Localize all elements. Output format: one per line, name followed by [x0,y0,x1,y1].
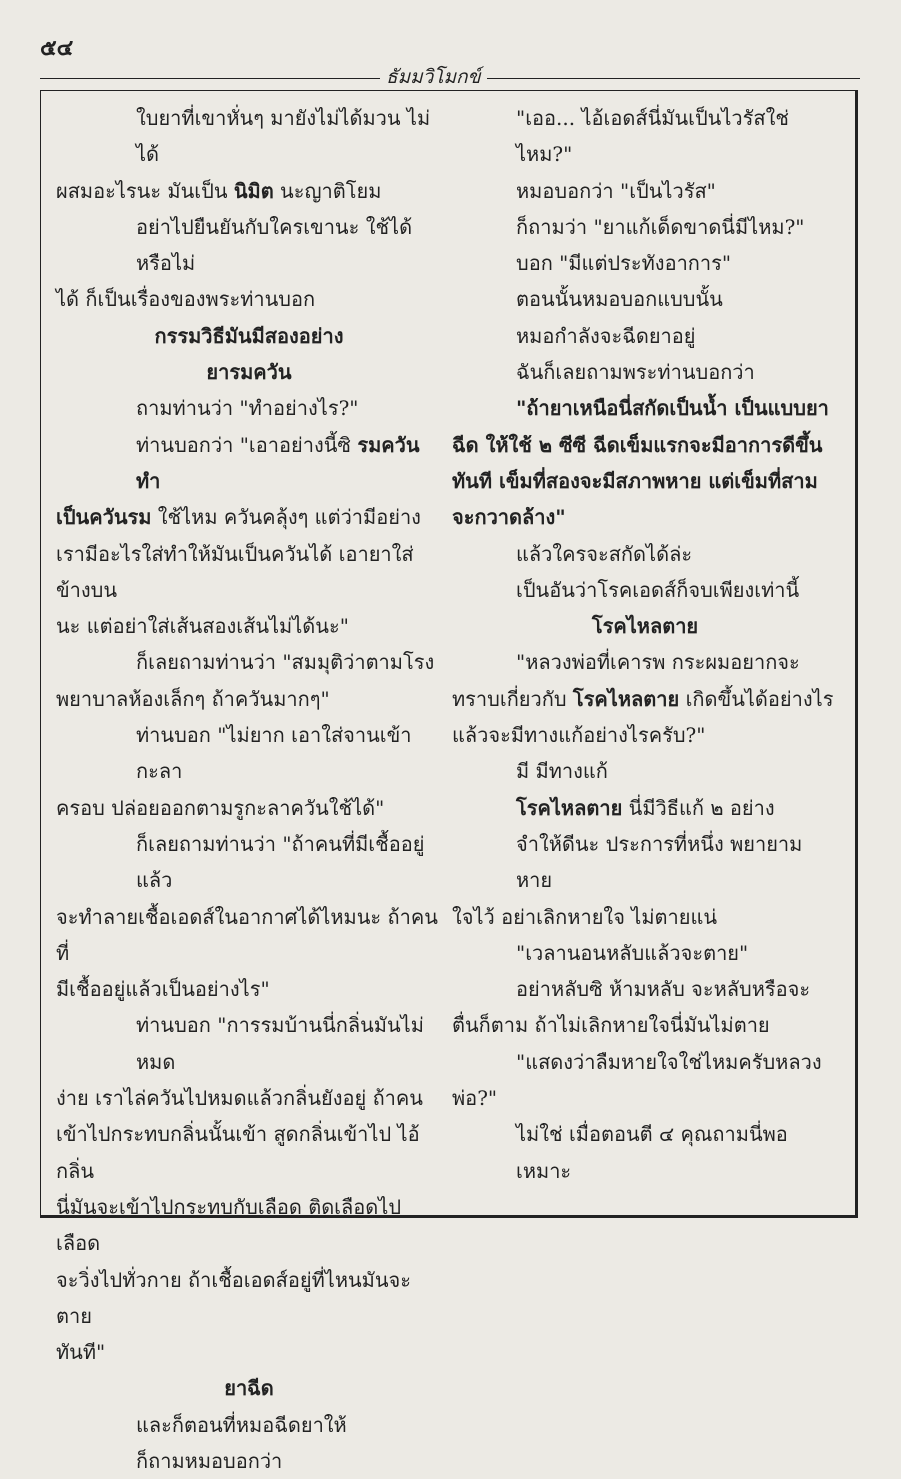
paragraph-line: จะกวาดล้าง" [452,505,566,530]
paragraph-line: ท่านบอก "ไม่ยาก เอาใส่จานเข้ากะลา [136,723,412,784]
paragraph-line: พยาบาลห้องเล็กๆ ถ้าควันมากๆ" [56,686,330,711]
paragraph-line: ทราบเกี่ยวกับ โรคไหลตาย เกิดขึ้นได้อย่างไร [452,686,834,711]
paragraph-line: แล้วใครจะสกัดได้ล่ะ [516,541,693,566]
paragraph-line: ครอบ ปล่อยออกตามรูกะลาควันใช้ได้" [56,795,385,820]
paragraph-line: ฉันก็เลยถามพระท่านบอกว่า [516,360,755,385]
paragraph-line: ทันที เข็มที่สองจะมีสภาพหาย แต่เข็มที่สาม [452,468,818,493]
paragraph-line: อย่าไปยืนยันกับใครเขานะ ใช้ได้หรือไม่ [136,214,413,276]
paragraph-line: มี มีทางแก้ [516,759,608,784]
paragraph-line: ก็ถามว่า "ยาแก้เด็ดขาดนี่มีไหม?" [516,214,805,239]
paragraph-line: เรามีอะไรใส่ทำให้มันเป็นควันได้ เอายาใส่ข้างบน [56,541,414,602]
paragraph-line: "แสดงว่าลืมหายใจใช่ไหมครับหลวง [516,1049,822,1074]
paragraph-line: "เออ... ไอ้เอดส์นี่มันเป็นไวรัสใช่ไหม?" [516,106,789,167]
bold-term: รมควัน ทำ [136,432,420,493]
paragraph-line: "ถ้ายาเหนือนี่สกัดเป็นน้ำ เป็นแบบยา [516,396,829,421]
section-heading: ยาฉีด [224,1376,274,1401]
paragraph-line: นี่มันจะเข้าไปกระทบกับเลือด ติดเลือดไป เลือด [56,1194,402,1256]
section-heading: โรคไหลตาย [591,614,699,639]
paragraph-line: ท่านบอก "การรมบ้านนี่กลิ่นมันไม่หมด [136,1013,424,1074]
bold-term: โรคไหลตาย [516,795,623,820]
paragraph-line: ฉีด ให้ใช้ ๒ ซีซี ฉีดเข็มแรกจะมีอาการดีขึ้น [452,432,823,457]
left-column [56,100,442,1479]
paragraph-line: เป็นอันว่าโรคเอดส์ก็จบเพียงเท่านี้ [516,577,800,602]
paragraph-line: เป็นควันรม ใช้ไหม ควันคลุ้งๆ แต่ว่ามีอย่าง [56,505,421,530]
paragraph-line: จะวิ่งไปทั่วกาย ถ้าเชื้อเอดส์อยู่ที่ไหนมันจะตาย [56,1267,411,1328]
bold-term: เป็นควันรม [56,505,152,530]
paragraph-line: ก็เลยถามท่านว่า "สมมุติว่าตามโรง [136,650,435,675]
paragraph-line: ใบยาที่เขาหั่นๆ มายังไม่ได้มวน ไม่ได้ [136,106,431,167]
page-number: ๕๔ [40,35,74,61]
paragraph-line: "หลวงพ่อที่เคารพ กระผมอยากจะ [516,650,800,675]
paragraph-line: ใจไว้ อย่าเลิกหายใจ ไม่ตายแน่ [452,904,718,929]
paragraph-line: ทันที" [56,1340,106,1365]
paragraph-line: หมอกำลังจะฉีดยาอยู่ [516,323,696,348]
paragraph-line: ผสมอะไรนะ มันเป็น นิมิต นะญาติโยม [56,178,382,203]
right-column [452,100,838,1189]
paragraph-line: โรคไหลตาย นี่มีวิธีแก้ ๒ อย่าง [516,795,775,820]
paragraph-line: จะทำลายเชื้อเอดส์ในอากาศได้ไหมนะ ถ้าคนที่ [56,904,438,965]
paragraph-line: หมอบอกว่า "เป็นไวรัส" [516,178,716,203]
paragraph-line: จำให้ดีนะ ประการที่หนึ่ง พยายามหาย [516,831,803,893]
running-header: ธัมมวิโมกข์ [380,62,487,92]
paragraph-line: ก็ถามหมอบอกว่า [136,1448,283,1473]
paragraph-line: แล้วจะมีทางแก้อย่างไรครับ?" [452,723,706,748]
bold-term: โรคไหลตาย [572,686,680,711]
bold-term: นิมิต [233,178,274,203]
section-heading: ยารมควัน [206,360,292,385]
paragraph-line: ถามท่านว่า "ทำอย่างไร?" [136,396,359,421]
paragraph-line: ไม่ใช่ เมื่อตอนตี ๔ คุณถามนี่พอเหมาะ [516,1122,788,1183]
paragraph-line: ท่านบอกว่า "เอาอย่างนี้ซิ รมควัน ทำ [136,432,420,493]
paragraph-line: มีเชื้ออยู่แล้วเป็นอย่างไร" [56,977,270,1002]
paragraph-line: เข้าไปกระทบกลิ่นนั้นเข้า สูดกลิ่นเข้าไป ไอ้กลิ่น [56,1122,420,1183]
paragraph-line: บอก "มีแต่ประทังอาการ" [516,251,732,276]
paragraph-line: และก็ตอนที่หมอฉีดยาให้ [136,1412,347,1437]
paragraph-line: พ่อ?" [452,1086,498,1111]
paragraph-line: ได้ ก็เป็นเรื่องของพระท่านบอก [56,287,316,312]
paragraph-line: "เวลานอนหลับแล้วจะตาย" [516,940,749,965]
paragraph-line: ง่าย เราไล่ควันไปหมดแล้วกลิ่นยังอยู่ ถ้าคน [56,1086,423,1111]
section-heading: กรรมวิธีมันมีสองอย่าง [154,323,344,348]
paragraph-line: อย่าหลับซิ ห้ามหลับ จะหลับหรือจะ [516,977,811,1002]
paragraph-line: ตื่นก็ตาม ถ้าไม่เลิกหายใจนี่มันไม่ตาย [452,1013,770,1038]
paragraph-line: นะ แต่อย่าใส่เส้นสองเส้นไม่ได้นะ" [56,614,349,639]
paragraph-line: ก็เลยถามท่านว่า "ถ้าคนที่มีเชื้ออยู่แล้ว [136,831,425,893]
paragraph-line: ตอนนั้นหมอบอกแบบนั้น [516,287,723,312]
